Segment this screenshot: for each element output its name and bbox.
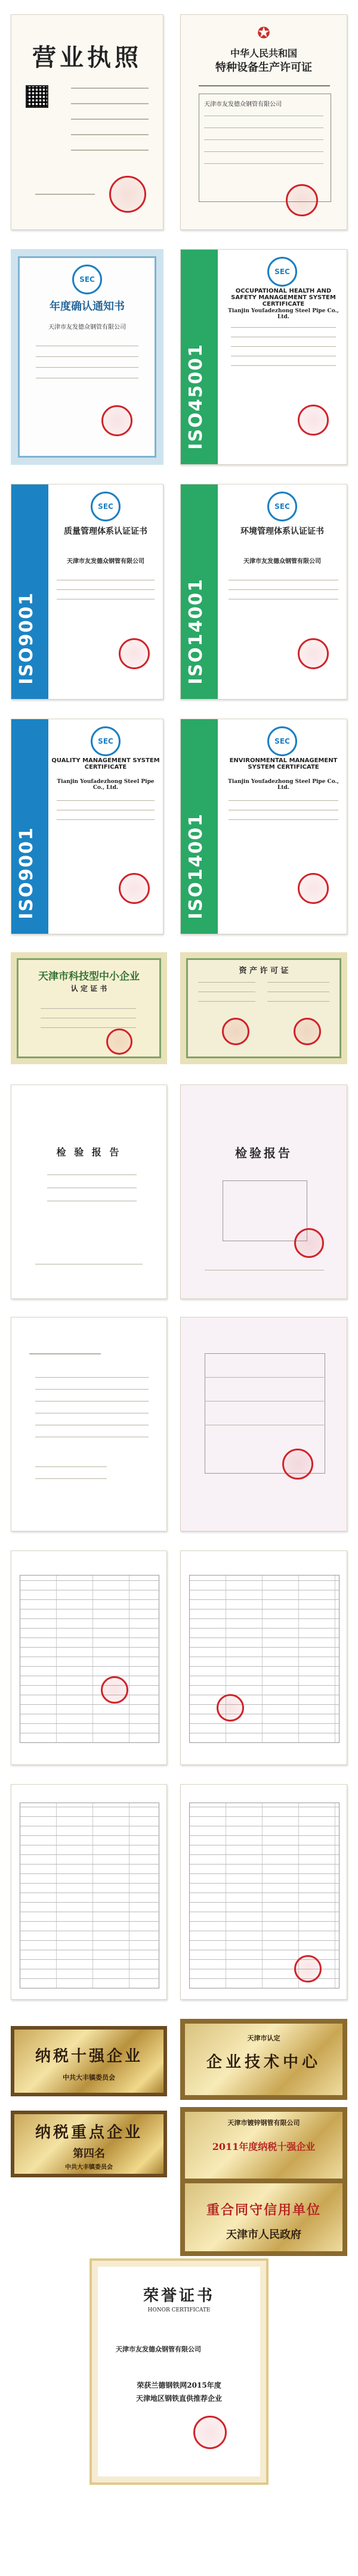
business-license bbox=[11, 14, 163, 230]
license-org: 天津市友发德众钢管有限公司 bbox=[204, 101, 282, 108]
ems-title: 环境管理体系认证证书 bbox=[240, 527, 324, 536]
ohsms-certificate bbox=[180, 249, 347, 465]
inspection-report-1 bbox=[11, 1085, 167, 1299]
honor-certificate bbox=[90, 2258, 268, 2485]
plaque-tax-key bbox=[11, 2111, 167, 2177]
plaque-title: 纳税十强企业 bbox=[35, 2047, 143, 2065]
red-seal-icon bbox=[294, 1228, 324, 1258]
emblem-icon: ✪ bbox=[257, 24, 270, 42]
license-name: 特种设备生产许可证 bbox=[215, 61, 312, 74]
test-data-table-4 bbox=[180, 1784, 347, 2000]
qms-title-en: QUALITY MANAGEMENT SYSTEM CERTIFICATE bbox=[51, 757, 160, 770]
sme-certificate bbox=[11, 952, 167, 1064]
iso14001-label: ISO14001 bbox=[186, 578, 206, 685]
red-seal-icon bbox=[119, 873, 150, 904]
qms-title: 质量管理体系认证证书 bbox=[64, 527, 147, 536]
red-seal-icon bbox=[101, 1676, 128, 1704]
ems-certificate-en bbox=[180, 719, 347, 934]
ems-company-en: Tianjin Youfadezhong Steel Pipe Co., Ltd. bbox=[228, 779, 339, 791]
red-seal-icon bbox=[298, 638, 329, 669]
plaque-title: 纳税重点企业 bbox=[35, 2124, 143, 2142]
red-seal-icon bbox=[294, 1018, 321, 1045]
plaque-title: 2011年度纳税十强企业 bbox=[212, 2141, 316, 2152]
sme-subtitle: 认 定 证 书 bbox=[70, 984, 107, 993]
permit-certificate bbox=[180, 952, 347, 1064]
qms-certificate-en bbox=[11, 719, 163, 934]
special-equipment-license bbox=[180, 14, 347, 230]
red-seal-icon bbox=[222, 1018, 249, 1045]
ohsms-company: Tianjin Youfadezhong Steel Pipe Co., Ltd. bbox=[228, 308, 339, 320]
red-seal-icon bbox=[101, 405, 132, 436]
sec-logo-icon: SEC bbox=[91, 492, 121, 521]
ems-certificate-cn bbox=[180, 484, 347, 700]
red-seal-icon bbox=[106, 1028, 132, 1055]
red-seal-icon bbox=[217, 1694, 244, 1722]
red-seal-icon bbox=[282, 1449, 313, 1480]
inspection-report-2 bbox=[180, 1085, 347, 1299]
iso14001-label: ISO14001 bbox=[186, 813, 206, 919]
ems-title-en: ENVIRONMENTAL MANAGEMENT SYSTEM CERTIFICATE bbox=[229, 757, 338, 770]
plaque-org: 天津市人民政府 bbox=[226, 2229, 301, 2241]
report-notes-page bbox=[11, 1317, 167, 1531]
plaque-rank: 第四名 bbox=[73, 2148, 105, 2160]
plaque-org: 天津市认定 bbox=[247, 2034, 280, 2042]
honor-text-1: 荣获兰德钢铁网2015年度 bbox=[137, 2381, 221, 2389]
permit-title: 资 产 许 可 证 bbox=[239, 967, 289, 975]
license-country: 中华人民共和国 bbox=[230, 48, 297, 59]
plaque-org: 中共大丰镇委员会 bbox=[63, 2074, 115, 2081]
annual-confirmation-cert bbox=[11, 249, 163, 465]
sec-logo-icon: SEC bbox=[91, 726, 121, 756]
sec-logo-icon: SEC bbox=[267, 257, 297, 287]
red-seal-icon bbox=[286, 184, 318, 216]
ohsms-title: OCCUPATIONAL HEALTH AND SAFETY MANAGEMENT SYSTEM CERTIFICATE bbox=[231, 288, 336, 307]
annual-company: 天津市友发德众钢管有限公司 bbox=[48, 324, 126, 331]
ems-company: 天津市友发德众钢管有限公司 bbox=[243, 558, 321, 565]
plaque-org: 中共大丰镇委员会 bbox=[65, 2164, 113, 2171]
sec-logo-icon: SEC bbox=[267, 492, 297, 521]
red-seal-icon bbox=[193, 2416, 227, 2449]
qms-company-en: Tianjin Youfadezhong Steel Pipe Co., Ltd. bbox=[57, 779, 155, 791]
test-data-table-1 bbox=[11, 1550, 167, 1765]
test-data-table-2 bbox=[180, 1550, 347, 1765]
plaque-title: 企业技术中心 bbox=[206, 2053, 321, 2071]
honor-company: 天津市友发德众钢管有限公司 bbox=[116, 2345, 201, 2353]
annual-title: 年度确认通知书 bbox=[50, 300, 125, 313]
sme-title: 天津市科技型中小企业 bbox=[38, 971, 140, 983]
red-seal-icon bbox=[294, 1955, 322, 1983]
honor-subtitle: HONOR CERTIFICATE bbox=[147, 2307, 211, 2313]
iso9001-label: ISO9001 bbox=[16, 826, 37, 919]
iso45001-label: ISO45001 bbox=[186, 343, 206, 450]
plaque-tech-center bbox=[180, 2019, 347, 2100]
honor-title: 荣誉证书 bbox=[143, 2287, 215, 2305]
qms-certificate-cn bbox=[11, 484, 163, 700]
test-data-table-3 bbox=[11, 1784, 167, 2000]
sec-logo-icon: SEC bbox=[267, 726, 297, 756]
plaque-award-2011 bbox=[180, 2107, 347, 2183]
red-seal-icon bbox=[298, 405, 329, 436]
plaque-org: 天津市镀锌钢管有限公司 bbox=[227, 2119, 300, 2127]
iso9001-label: ISO9001 bbox=[16, 592, 37, 685]
red-seal-icon bbox=[109, 176, 146, 213]
qms-company: 天津市友发德众钢管有限公司 bbox=[67, 558, 144, 565]
report-title: 检 验 报 告 bbox=[56, 1146, 122, 1158]
plaque-title: 重合同守信用单位 bbox=[206, 2202, 321, 2218]
report-summary-page bbox=[180, 1317, 347, 1531]
sec-logo-icon: SEC bbox=[72, 265, 102, 294]
plaque-tax-top10 bbox=[11, 2026, 167, 2096]
red-seal-icon bbox=[119, 638, 150, 669]
qr-code-icon bbox=[26, 85, 48, 108]
report-title: 检验报告 bbox=[235, 1146, 292, 1160]
honor-text-2: 天津地区钢铁直供推荐企业 bbox=[135, 2394, 222, 2403]
red-seal-icon bbox=[298, 873, 329, 904]
plaque-credit bbox=[180, 2179, 347, 2256]
license-title: 营业执照 bbox=[32, 43, 142, 72]
